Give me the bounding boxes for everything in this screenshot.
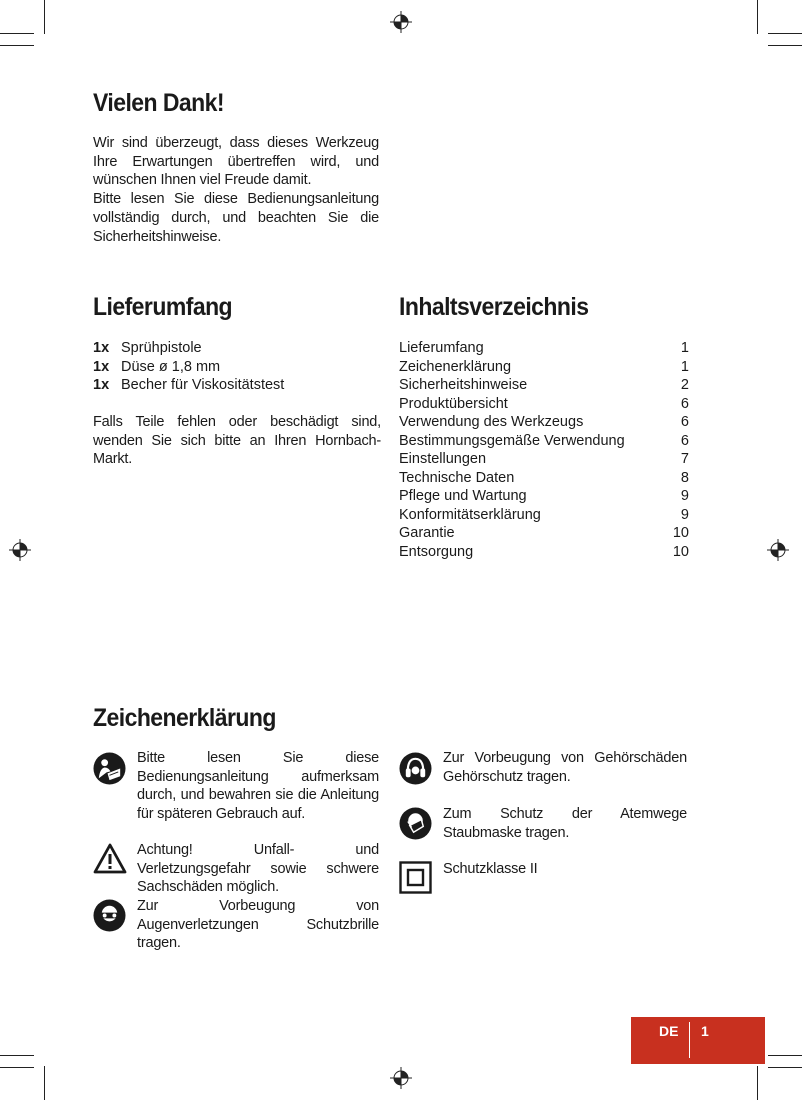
- thanks-text: [93, 134, 379, 246]
- toc-entry[interactable]: [399, 506, 689, 525]
- item-qty: 1x: [93, 358, 110, 375]
- toc-label: Garantie: [399, 525, 455, 541]
- toc-entry[interactable]: [399, 432, 689, 451]
- toc-entry[interactable]: [399, 469, 689, 488]
- scope-note: Falls Teile fehlen oder beschädigt sind, wenden Sie sich bitte an Ihren Hornbach-Markt.: [93, 414, 381, 468]
- toc-entry[interactable]: [399, 395, 689, 414]
- registration-mark-icon: [390, 1067, 412, 1089]
- toc-page: 6: [680, 395, 689, 412]
- toc-entry[interactable]: [399, 413, 689, 432]
- toc-label: Entsorgung: [399, 543, 474, 560]
- registration-mark-icon: [390, 11, 412, 33]
- toc-page: 8: [680, 469, 689, 486]
- toc-entry[interactable]: [399, 524, 689, 543]
- toc-page: 10: [672, 543, 689, 560]
- safety-goggles-icon: [93, 899, 126, 932]
- toc-label: Lieferumfang: [399, 340, 484, 356]
- symbol-text: Zur Vorbeugung von Augenverletzungen Schutzbrille tragen.: [137, 898, 379, 952]
- item-label: Becher für Viskositätstest: [121, 377, 285, 393]
- warning-triangle-icon: [93, 843, 127, 875]
- toc-page: 6: [680, 414, 689, 430]
- ear-protection-icon: [399, 752, 432, 785]
- toc-entry[interactable]: [399, 543, 689, 562]
- scope-title: Lieferumfang: [93, 293, 233, 321]
- toc-entry[interactable]: [399, 376, 689, 395]
- page-number: 1: [701, 1023, 709, 1039]
- toc-page: 2: [680, 377, 689, 393]
- dust-mask-icon: [399, 807, 432, 840]
- symbol-text: Zur Vorbeugung von Gehörschäden Gehörschutz tragen.: [443, 750, 687, 785]
- read-manual-icon: [93, 752, 126, 785]
- symbol-text: Zum Schutz der Atemwege Staubmaske tragen.: [443, 806, 687, 841]
- badge-divider: [689, 1022, 690, 1058]
- toc-entry[interactable]: [399, 339, 689, 358]
- item-qty: 1x: [93, 377, 110, 393]
- list-item: [93, 358, 383, 377]
- language-code: DE: [659, 1023, 679, 1039]
- scope-list: [93, 339, 383, 395]
- item-label: Düse ø 1,8 mm: [121, 358, 221, 375]
- toc-label: Produktübersicht: [399, 395, 508, 412]
- symbol-text: Achtung! Unfall- und Verletzungsgefahr sowie schwere Sachschäden möglich.: [137, 842, 379, 896]
- registration-mark-icon: [767, 539, 789, 561]
- toc-label: Sicherheitshinweise: [399, 377, 528, 393]
- thanks-title: Vielen Dank!: [93, 89, 225, 117]
- symbol-text: Bitte lesen Sie diese Bedienungsanleitung aufmerksam durch, und bewahren sie die Anleitung für späteren Gebrauch auf.: [137, 750, 379, 823]
- toc-label: Bestimmungsgemäße Verwendung: [399, 432, 625, 449]
- item-qty: 1x: [93, 340, 110, 356]
- toc-label: Einstellungen: [399, 451, 487, 467]
- toc-entry[interactable]: [399, 487, 689, 506]
- list-item: [93, 339, 383, 358]
- page-badge: [631, 1017, 765, 1064]
- symbols-title: Zeichenerklärung: [93, 704, 276, 732]
- item-label: Sprühpistole: [121, 340, 202, 356]
- toc-title: Inhaltsverzeichnis: [399, 293, 589, 321]
- toc-entry[interactable]: [399, 450, 689, 469]
- toc-label: Technische Daten: [399, 469, 515, 486]
- toc-page: 1: [680, 358, 689, 375]
- toc-label: Pflege und Wartung: [399, 488, 527, 504]
- table-of-contents: [399, 339, 689, 561]
- toc-label: Zeichenerklärung: [399, 358, 512, 375]
- toc-page: 1: [680, 340, 689, 356]
- thanks-paragraph-2: Bitte lesen Sie diese Bedienungsanleitung vollständig durch, und beachten Sie die Sicherheitshinweise.: [93, 191, 379, 245]
- toc-page: 9: [680, 506, 689, 523]
- symbol-text: Schutzklasse II: [443, 861, 538, 877]
- toc-label: Verwendung des Werkzeugs: [399, 414, 584, 430]
- thanks-paragraph-1: Wir sind überzeugt, dass dieses Werkzeug Ihre Erwartungen übertreffen wird, und wünschen Ihnen viel Freude damit.: [93, 135, 379, 189]
- list-item: [93, 376, 383, 395]
- toc-page: 6: [680, 432, 689, 449]
- toc-entry[interactable]: [399, 358, 689, 377]
- toc-label: Konformitätserklärung: [399, 506, 541, 523]
- toc-page: 9: [680, 488, 689, 504]
- registration-mark-icon: [9, 539, 31, 561]
- protection-class-2-icon: [399, 861, 432, 895]
- toc-page: 7: [680, 451, 689, 467]
- toc-page: 10: [672, 525, 689, 541]
